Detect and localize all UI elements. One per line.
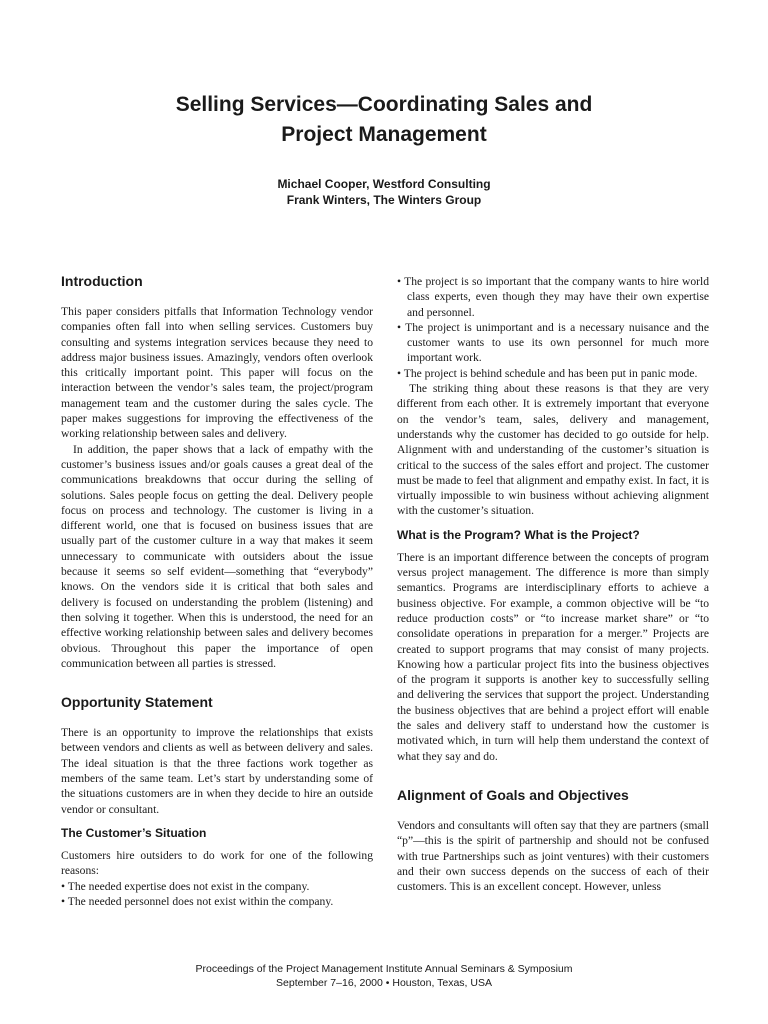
left-column	[61, 272, 373, 909]
program-project-paragraph: There is an important difference between the concepts of program versus project management. The difference is more than simply semantics. Programs are interdisciplinary efforts to achieve a business objective. For example, a common objective will be “to reduce production costs” or “to increase market share” or “to consolidate operations in preparation for a merger.” Projects are created to support programs that may consist of many projects. Knowing how a particular project fits into the business objectives of the program it supports is another key to successfully selling and delivering the services that support the project. Understanding the business objectives that are behind a project effort will enable the sales and delivery staff to understand how the customer is motivated which, in turn will help them understand the context of what they say and do.	[397, 550, 709, 763]
alignment-paragraph: Vendors and consultants will often say that they are partners (small “p”—this is the spirit of partnership and should not be confused with true Partnerships such as joint ventures) with their customers and their own success depends on the success of each of their customers. This is an excellent concept. However, unless	[397, 818, 709, 894]
alignment-heading: Alignment of Goals and Objectives	[397, 786, 629, 803]
customer-bullet-1: • The needed expertise does not exist in the company.	[61, 879, 310, 893]
reason-bullet-1: • The project is so important that the company wants to hire world class experts, even though they may have their own expertise and personnel.	[397, 275, 709, 319]
reason-bullet-3: • The project is behind schedule and has been put in panic mode.	[397, 366, 698, 380]
customer-situation-paragraph: Customers hire outsiders to do work for one of the following reasons:	[61, 848, 373, 878]
program-project-heading: What is the Program? What is the Project?	[397, 527, 640, 542]
title-line-1: Selling Services—Coordinating Sales and	[175, 93, 593, 116]
footer-line-1: Proceedings of the Project Management Institute Annual Seminars & Symposium	[195, 963, 573, 975]
footer-line-2: September 7–16, 2000 • Houston, Texas, USA	[276, 977, 492, 989]
striking-paragraph: The striking thing about these reasons is that they are very different from each other. It is extremely important that everyone on the vendor’s team, sales, delivery and management, understands why the customer has decided to go outside for help. Alignment with and understanding of the customer’s situation is critical to the success of the sales effort and project. The customer must be made to feel that alignment and empathy exist. In fact, it is virtually impossible to win business without achieving alignment with the customer’s situation.	[397, 382, 709, 518]
introduction-heading: Introduction	[61, 273, 143, 289]
introduction-paragraph-2: In addition, the paper shows that a lack of empathy with the customer’s business issues and/or goals causes a great deal of the communications breakdowns that occur during the selling of solutions. Sales people focus on getting the deal. Delivery people focus on process and technology. The customer is living in a different world, one that is focused on business issues that are usually part of the customer culture in a way that makes it seem unnecessary to communicate with outsiders about the issue because it seems so self evident—something that “everybody” knows. On the vendors side it is critical that both sales and delivery is focused on understanding the problem (listening) and then solving it together. When this is understood, the need for an effective working relationship between sales and delivery becomes obvious. Throughout this paper the importance of open communication between all parties is stressed.	[61, 442, 373, 670]
customer-bullet-2: • The needed personnel does not exist within the company.	[61, 894, 334, 908]
author-block	[90, 176, 678, 208]
introduction-paragraph-1: This paper considers pitfalls that Information Technology vendor companies often fall into when selling services. Customers buy consulting and systems integration services because they need to address major business issues. Amazingly, vendors often overlook this critically important point. This paper will focus on the interaction between the vendor’s sales team, the project/program management team and the customer during the sales cycle. The paper makes suggestions for improving the effectiveness of the working relationship between sales and delivery.	[61, 305, 373, 441]
title-line-2: Project Management	[281, 123, 487, 146]
author-1: Michael Cooper, Westford Consulting	[277, 177, 491, 191]
reason-bullet-2: • The project is unimportant and is a necessary nuisance and the customer wants to use its own personnel for much more important work.	[397, 320, 709, 365]
author-2: Frank Winters, The Winters Group	[286, 193, 482, 207]
proceedings-footer	[90, 962, 678, 990]
right-column	[397, 274, 709, 894]
opportunity-paragraph: There is an opportunity to improve the relationships that exists between vendors and clients as well as between delivery and sales. The ideal situation is that the three factions work together as members of the same team. Let’s start by understanding some of the situations customers are in when they decide to hire an outside vendor or consultant.	[61, 726, 373, 816]
opportunity-statement-heading: Opportunity Statement	[61, 694, 213, 711]
customer-situation-heading: The Customer’s Situation	[61, 825, 207, 840]
paper-title	[90, 90, 678, 150]
